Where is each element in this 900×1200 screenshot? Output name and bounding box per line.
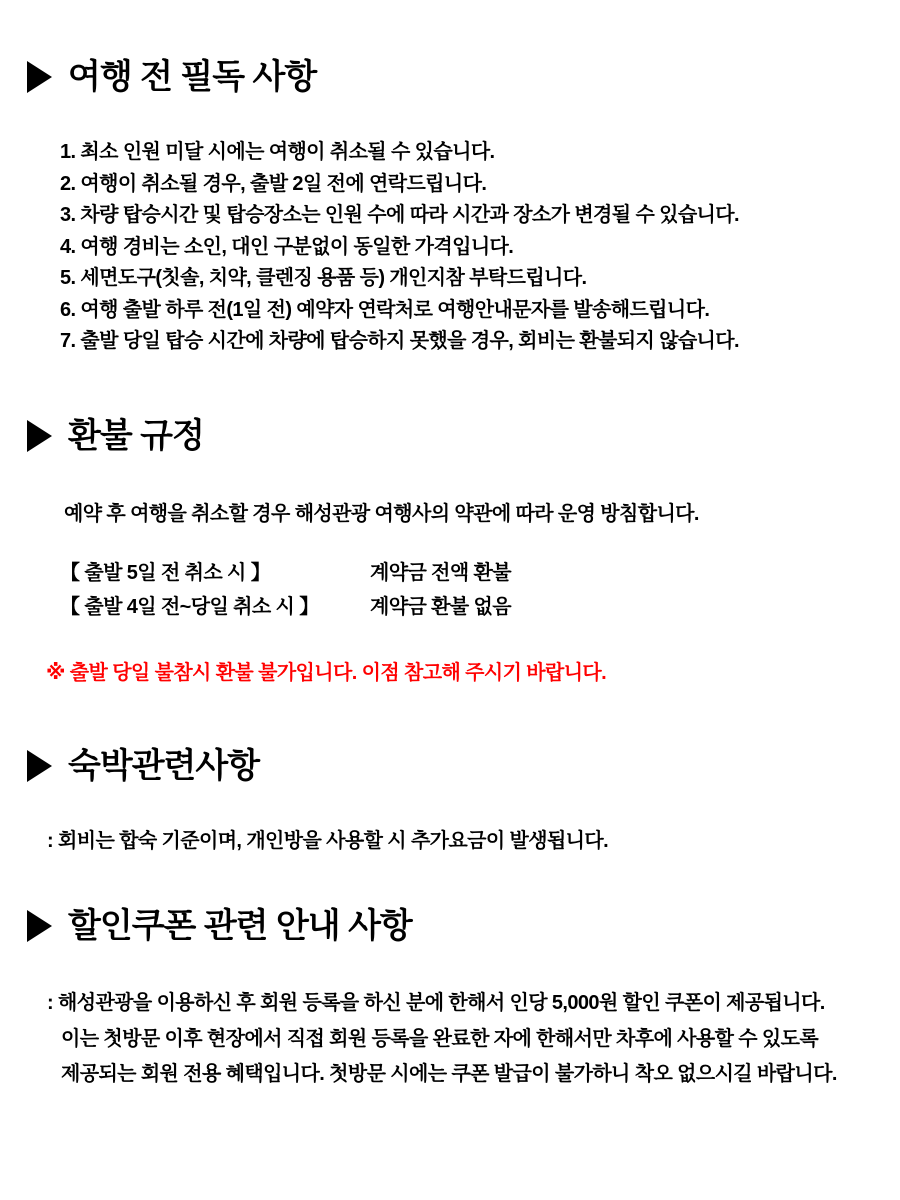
coupon-line-1: : 해성관광을 이용하신 후 회원 등록을 하신 분에 한해서 인당 5,000원 할인 쿠폰이 제공됩니다. <box>47 992 825 1014</box>
notice-item-4: 4. 여행 경비는 소인, 대인 구분없이 동일한 가격입니다. <box>60 235 514 258</box>
refund-intro-text: 예약 후 여행을 취소할 경우 해성관광 여행사의 약관에 따라 운영 방침합니다. <box>64 503 699 525</box>
section-header-pretrip <box>27 57 316 97</box>
notice-item-5: 5. 세면도구(칫솔, 치약, 클렌징 용품 등) 개인지참 부탁드립니다. <box>60 267 587 289</box>
coupon-paragraph <box>47 986 837 1093</box>
notice-item-7: 7. 출발 당일 탑승 시간에 차량에 탑승하지 못했을 경우, 회비는 환불되지 않습니다. <box>60 330 739 352</box>
refund-rule-label: 【 출발 4일 전~당일 취소 시 】 <box>60 596 319 618</box>
refund-rules-table <box>60 556 511 624</box>
triangle-bullet-icon <box>27 910 52 942</box>
refund-rule-row <box>60 556 511 590</box>
section-header-accommodation <box>27 746 259 786</box>
refund-rule-label: 【 출발 5일 전 취소 시 】 <box>60 562 271 584</box>
notice-item-2: 2. 여행이 취소될 경우, 출발 2일 전에 연락드립니다. <box>60 172 487 195</box>
triangle-bullet-icon <box>27 750 52 782</box>
refund-rule-value: 계약금 전액 환불 <box>370 562 511 584</box>
pretrip-notice-list <box>60 137 739 358</box>
section-title-pretrip: 여행 전 필독 사항 <box>68 58 317 96</box>
refund-warning-text: ※ 출발 당일 불참시 환불 불가입니다. 이점 참고해 주시기 바랍니다. <box>46 662 607 684</box>
notice-item-6: 6. 여행 출발 하루 전(1일 전) 예약자 연락처로 여행안내문자를 발송해드립니다. <box>60 298 710 321</box>
refund-rule-row <box>60 590 511 624</box>
section-header-refund <box>27 416 204 456</box>
triangle-bullet-icon <box>27 420 52 452</box>
accommodation-note-text: : 회비는 합숙 기준이며, 개인방을 사용할 시 추가요금이 발생됩니다. <box>47 830 609 852</box>
section-header-coupon <box>27 906 412 946</box>
refund-rule-value: 계약금 환불 없음 <box>370 596 511 618</box>
notice-item-1: 1. 최소 인원 미달 시에는 여행이 취소될 수 있습니다. <box>60 141 495 163</box>
notice-item-3: 3. 차량 탑승시간 및 탑승장소는 인원 수에 따라 시간과 장소가 변경될 수 있습니다. <box>60 204 739 226</box>
triangle-bullet-icon <box>27 61 52 93</box>
section-title-refund: 환불 규정 <box>68 417 204 455</box>
coupon-line-2: 이는 첫방문 이후 현장에서 직접 회원 등록을 완료한 자에 한해서만 차후에 사용할 수 있도록 <box>61 1027 819 1050</box>
section-title-accommodation: 숙박관련사항 <box>68 747 260 785</box>
coupon-line-3: 제공되는 회원 전용 혜택입니다. 첫방문 시에는 쿠폰 발급이 불가하니 착오 없으시길 바랍니다. <box>61 1063 837 1085</box>
section-title-coupon: 할인쿠폰 관련 안내 사항 <box>68 907 412 945</box>
